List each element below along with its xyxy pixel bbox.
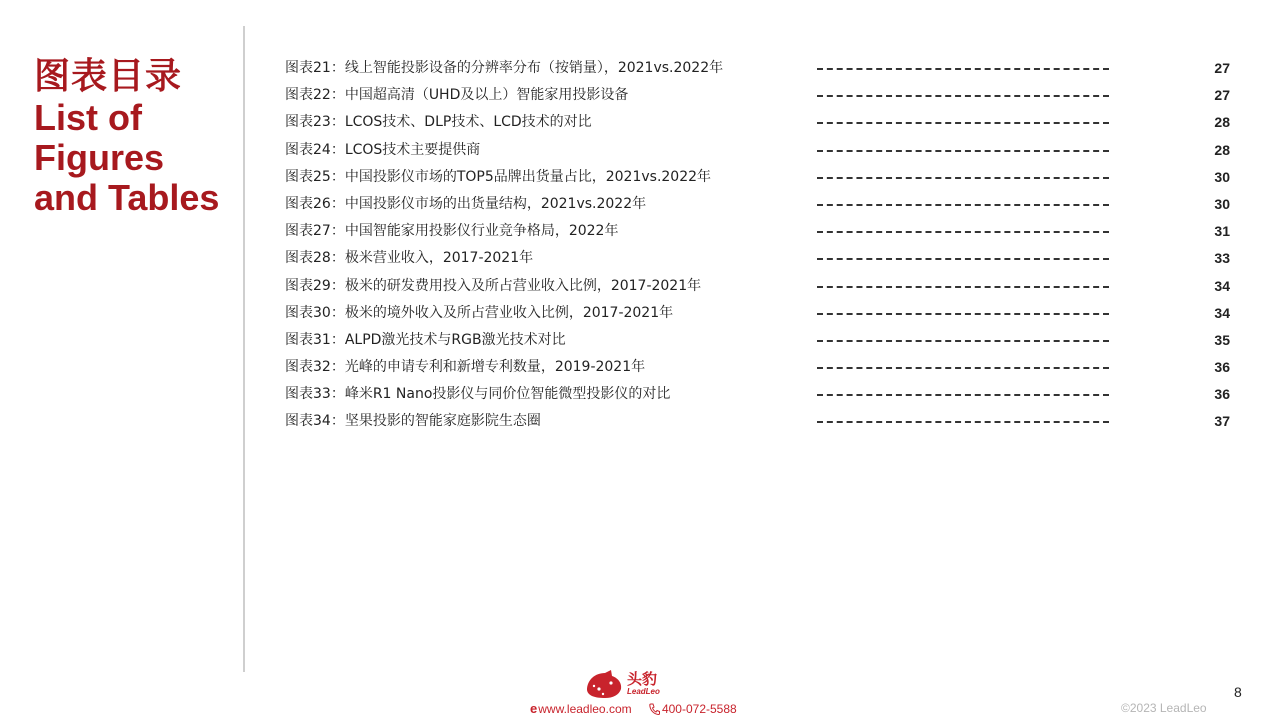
toc-entry-page: 28 [1214,114,1230,131]
dotted-leader [817,150,1109,152]
toc-entry[interactable] [285,273,1230,300]
toc-entry-page: 27 [1214,60,1230,76]
toc-entry[interactable] [285,55,1230,82]
dotted-leader [817,204,1109,206]
toc-entry-label: 图表33：峰米R1 Nano投影仪与同价位智能微型投影仪的对比 [285,386,671,403]
dotted-leader [817,286,1109,288]
dotted-leader [817,367,1109,369]
toc-entry[interactable] [285,354,1230,381]
toc-entry[interactable] [285,327,1230,354]
page-number: 8 [1234,684,1242,700]
dotted-leader [817,394,1109,396]
toc-entry-page: 31 [1214,223,1230,240]
toc-entry-page: 30 [1214,168,1230,185]
toc-entry[interactable] [285,300,1230,327]
dotted-leader [817,68,1109,70]
toc-entry-label: 图表29：极米的研发费用投入及所占营业收入比例，2017-2021年 [285,277,702,294]
toc-entry-page: 33 [1214,250,1230,267]
toc-entry-label: 图表22：中国超高清（UHD及以上）智能家用投影设备 [285,87,629,104]
vertical-divider [243,26,245,672]
toc-entry-page: 36 [1214,386,1230,403]
dotted-leader [817,258,1109,260]
dotted-leader [817,122,1109,124]
toc-entry-page: 34 [1214,277,1230,294]
toc-entry[interactable] [285,191,1230,218]
toc-entry-label: 图表31：ALPD激光技术与RGB激光技术对比 [285,331,566,348]
toc-entry[interactable] [285,164,1230,191]
globe-icon: e [530,701,538,717]
title-english-line-1: List of [34,97,142,138]
title-chinese: 图表目录 [34,56,183,97]
toc-entry-label: 图表26：中国投影仪市场的出货量结构，2021vs.2022年 [285,195,647,212]
title-english-line-3: and Tables [34,177,220,218]
toc-entry-label: 图表24：LCOS技术主要提供商 [285,141,481,158]
logo-chinese: 头豹 [627,670,658,688]
phone-icon [649,703,660,715]
toc-entry-label: 图表25：中国投影仪市场的TOP5品牌出货量占比，2021vs.2022年 [285,168,712,185]
phone-number: 400-072-5588 [661,701,737,716]
toc-entry[interactable] [285,137,1230,164]
page-title [34,56,219,218]
toc-entry-label: 图表21：线上智能投影设备的分辨率分布（按销量），2021vs.2022年 [285,60,724,76]
toc-entry-label: 图表30：极米的境外收入及所占营业收入比例，2017-2021年 [285,304,674,321]
toc-entry-page: 28 [1214,141,1230,158]
toc-entry-page: 36 [1214,359,1230,376]
toc-entry-label: 图表32：光峰的申请专利和新增专利数量，2019-2021年 [285,359,646,376]
toc-entry-page: 30 [1214,195,1230,212]
toc-entry[interactable] [285,408,1230,435]
copyright-text: ©2023 LeadLeo [1121,701,1207,715]
toc-entry-page: 37 [1214,413,1230,430]
toc-entry[interactable] [285,218,1230,245]
figure-list [285,55,1230,436]
leopard-head-icon [585,668,625,700]
toc-entry[interactable] [285,381,1230,408]
dotted-leader [817,231,1109,233]
dotted-leader [817,95,1109,97]
toc-entry-page: 34 [1214,304,1230,321]
toc-entry-label: 图表27：中国智能家用投影仪行业竞争格局，2022年 [285,223,619,240]
dotted-leader [817,421,1109,423]
footer-contact [530,701,737,716]
toc-entry-label: 图表34：坚果投影的智能家庭影院生态圈 [285,413,541,430]
toc-entry-label: 图表28：极米营业收入，2017-2021年 [285,250,534,267]
toc-entry-label: 图表23：LCOS技术、DLP技术、LCD技术的对比 [285,114,592,131]
dotted-leader [817,313,1109,315]
dotted-leader [817,340,1109,342]
toc-entry[interactable] [285,82,1230,109]
toc-entry-page: 27 [1214,87,1230,104]
toc-entry-page: 35 [1214,331,1230,348]
website-link[interactable]: www.leadleo.com [538,701,632,716]
logo-english: LeadLeo [627,687,660,696]
leadleo-logo [585,668,665,700]
toc-entry[interactable] [285,245,1230,272]
title-english-line-2: Figures [34,137,165,178]
dotted-leader [817,177,1109,179]
toc-entry[interactable] [285,109,1230,136]
